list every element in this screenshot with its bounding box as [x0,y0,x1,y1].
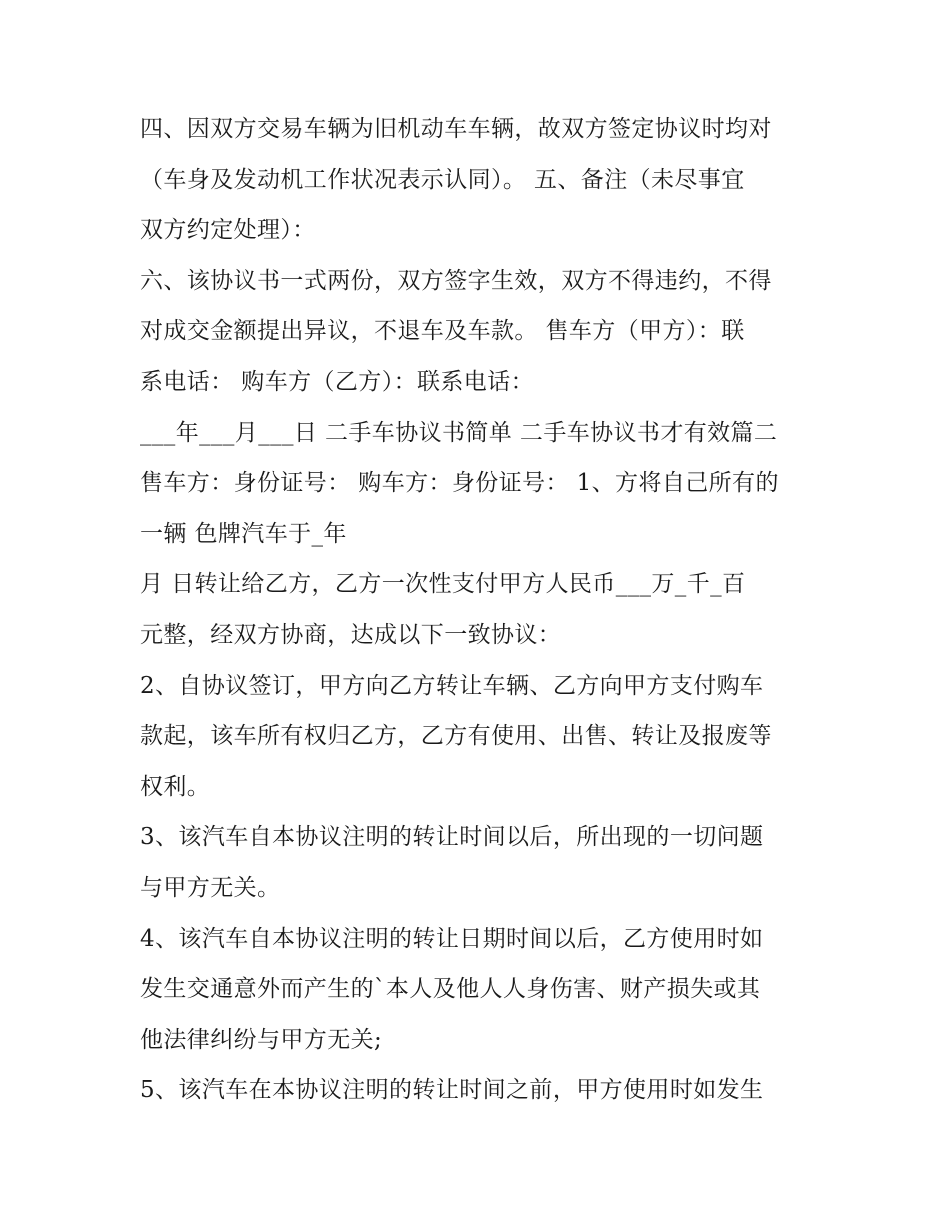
text-line: 售车方：身份证号： 购车方：身份证号： 1、方将自己所有的 [140,470,779,497]
text-line: 他法律纠纷与甲方无关; [140,1026,383,1053]
text-line: 双方约定处理）： [140,217,316,244]
text-line: 2、自协议签订，甲方向乙方转让车辆、乙方向甲方支付购车 [140,672,764,699]
text-line: 权利。 [140,773,211,800]
text-line: 一辆 色牌汽车于_年 [140,520,347,547]
text-line: （车身及发动机工作状况表示认同）。 五、备注（未尽事宜 [140,166,745,193]
document-body [140,104,830,1116]
text-line: 款起，该车所有权归乙方，乙方有使用、出售、转让及报废等 [140,723,772,750]
text-line: ___年___月___日 二手车协议书简单 二手车协议书才有效篇二 [140,419,778,446]
text-line: 四、因双方交易车辆为旧机动车车辆，故双方签定协议时均对 [140,116,772,142]
text-line: 对成交金额提出异议，不退车及车款。 售车方（甲方）：联 [140,318,745,345]
text-line: 元整，经双方协商，达成以下一致协议： [140,621,562,648]
text-line: 系电话： 购车方（乙方）：联系电话： [140,368,535,395]
text-line: 4、该汽车自本协议注明的转让日期时间以后，乙方使用时如 [140,925,764,952]
text-line: 3、该汽车自本协议注明的转让时间以后，所出现的一切问题 [140,824,764,851]
text-line: 发生交通意外而产生的`本人及他人人身伤害、财产损失或其 [140,976,761,1003]
text-line: 月 日转让给乙方，乙方一次性支付甲方人民币___万_千_百 [140,571,746,598]
text-line: 与甲方无关。 [140,874,281,901]
text-line: 5、该汽车在本协议注明的转让时间之前，甲方使用时如发生 [140,1077,764,1104]
text-line: 六、该协议书一式两份，双方签字生效，双方不得违约，不得 [140,267,772,294]
